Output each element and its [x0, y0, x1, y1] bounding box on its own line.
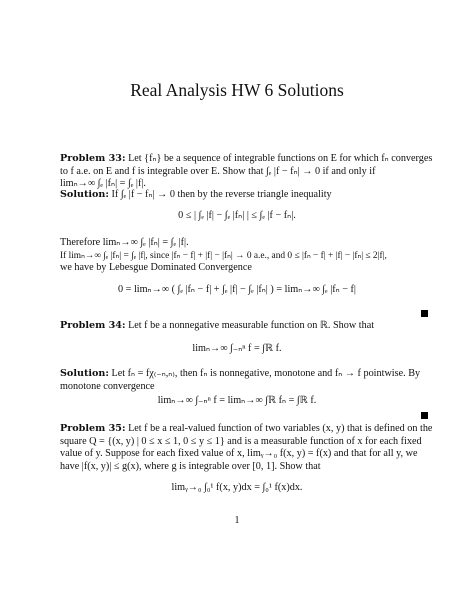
problem-33-solution-line-2: Therefore limₙ→∞ ∫ₑ |fₙ| = ∫ₑ |f|.	[60, 237, 189, 248]
problem-35-equation-1: limᵧ→₀ ∫₀¹ f(x, y)dx = ∫₀¹ f(x)dx.	[171, 482, 303, 493]
problem-33-statement	[60, 153, 435, 191]
problem-34-solution	[60, 368, 435, 393]
problem-34-solution-line-2: monotone convergence	[60, 380, 155, 392]
problem-35-statement	[60, 423, 435, 473]
problem-33-equation-2: 0 = limₙ→∞ ( ∫ₑ |fₙ − f| + ∫ₑ |f| − ∫ₑ |fₙ| ) = limₙ→∞ ∫ₑ |fₙ − f|	[118, 284, 356, 295]
problem-33-line-2: to f a.e. on E and f is integrable over E. Show that ∫ₑ |f − fₙ| → 0 if and only if	[60, 165, 376, 177]
problem-33-solution-body	[60, 237, 435, 275]
qed-box	[421, 310, 428, 317]
qed-box	[421, 412, 428, 419]
problem-34-equation-1: limₙ→∞ ∫₋ₙⁿ f = ∫ℝ f.	[192, 343, 282, 354]
problem-33-line-1: Let {fₙ} be a sequence of integrable functions on E for which fₙ converges	[128, 153, 433, 164]
problem-35-line-4: have |f(x, y)| ≤ g(x), where g is integrable over [0, 1]. Show that	[60, 460, 321, 472]
problem-33-solution-line-4: we have by Lebesgue Dominated Convergence	[60, 262, 252, 273]
problem-33-equation-1: 0 ≤ | ∫ₑ |f| − ∫ₑ |fₙ| | ≤ ∫ₑ |f − fₙ|.	[178, 210, 296, 221]
problem-33-solution-line-3: If limₙ→∞ ∫ₑ |fₙ| = ∫ₑ |f|, since |fₙ − f| + |f| − |fₙ| → 0 a.e., and 0 ≤ |fₙ − f| + |f| − |fₙ| ≤ 2|f|,	[60, 250, 387, 261]
problem-34-solution-label: Solution:	[60, 368, 109, 379]
problem-35-line-1: Let f be a real-valued function of two variables (x, y) that is defined on the	[128, 423, 433, 434]
problem-33-solution-label: Solution:	[60, 189, 109, 200]
problem-34-solution-line-1: Let fₙ = fχ₍₋ₙ,ₙ₎, then fₙ is nonnegative, monotone and fₙ → f pointwise. By	[111, 368, 421, 379]
problem-33-label: Problem 33:	[60, 153, 126, 164]
problem-35-line-3: value of y. Suppose for each fixed value of x, limᵧ→₀ f(x, y) = f(x) and that for all y, we	[60, 448, 418, 459]
problem-35-line-2: square Q = {(x, y) | 0 ≤ x ≤ 1, 0 ≤ y ≤ 1} and is a measurable function of x for each fixed	[60, 435, 422, 447]
page-number: 1	[234, 515, 240, 526]
problem-33-solution-line-1: If ∫ₑ |f − fₙ| → 0 then by the reverse triangle inequality	[111, 189, 332, 200]
problem-34-line-1: Let f be a nonnegative measurable function on ℝ. Show that	[128, 320, 375, 331]
problem-35-label: Problem 35:	[60, 423, 126, 434]
problem-34-equation-2: limₙ→∞ ∫₋ₙⁿ f = limₙ→∞ ∫ℝ fₙ = ∫ℝ f.	[157, 395, 317, 406]
problem-33-line-3: limₙ→∞ ∫ₑ |fₙ| = ∫ₑ |f|.	[60, 178, 146, 189]
problem-33-solution-intro	[60, 189, 435, 202]
page-title: Real Analysis HW 6 Solutions	[130, 80, 344, 100]
problem-34-statement	[60, 320, 435, 333]
problem-34-label: Problem 34:	[60, 320, 126, 331]
